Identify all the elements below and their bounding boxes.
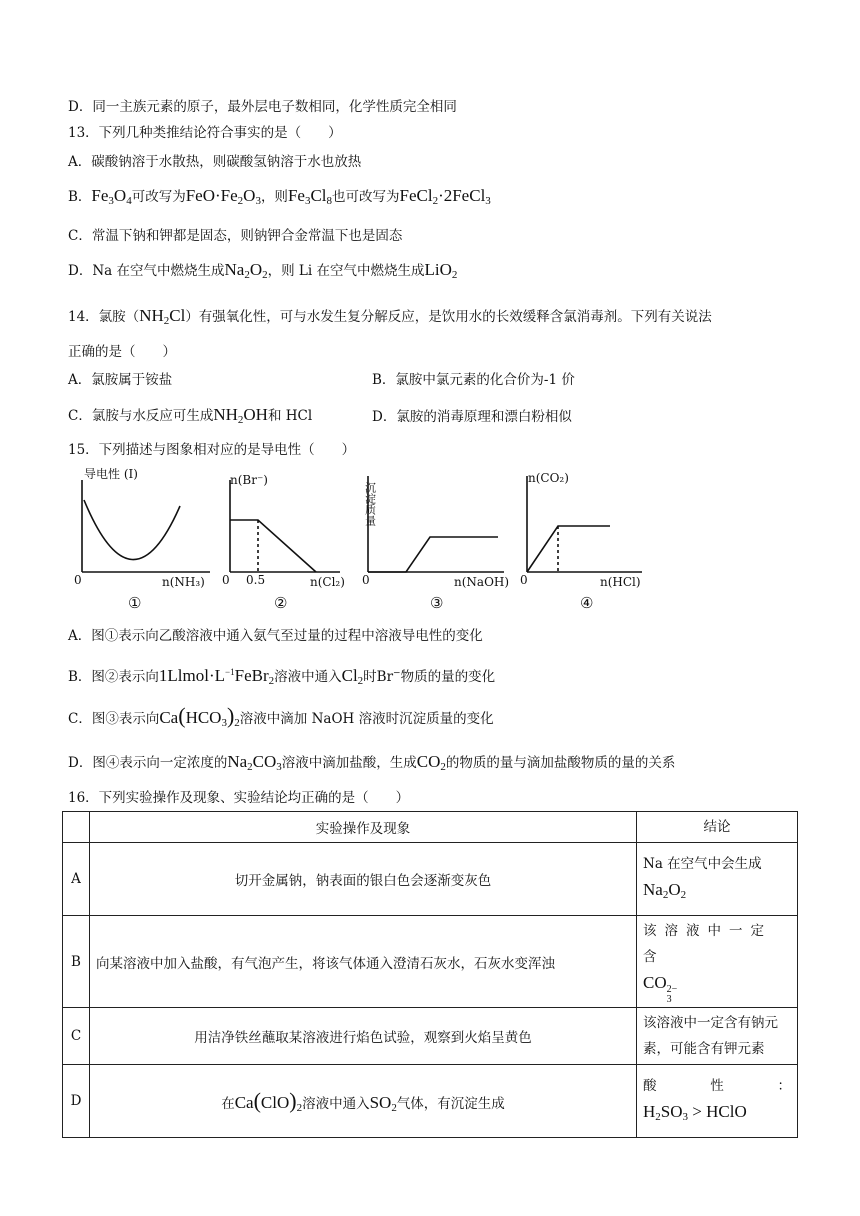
q15-option-a: A．图①表示向乙酸溶液中通入氨气至过量的过程中溶液导电性的变化 (68, 628, 483, 644)
row-b-label: B (63, 916, 90, 1008)
row-d-op-t0: 在 (221, 1096, 235, 1112)
row-d-con-w1: 性 (710, 1077, 724, 1094)
g1-ylabel: 导电性 (I) (84, 467, 138, 481)
g4-num: ④ (580, 594, 594, 612)
formula-lio2: LiO$_2$ (424, 260, 458, 281)
formula-nh2oh: $NH_2OH$ (213, 405, 268, 426)
row-a-con (637, 843, 798, 916)
formula-fecl2-2fecl3: FeCl$_2$·2FeCl$_3$ (399, 186, 491, 207)
row-d-op (90, 1065, 637, 1138)
row-d-con (637, 1065, 798, 1138)
g2-num: ② (274, 594, 288, 612)
row-d-label: D (63, 1065, 90, 1138)
g2-xlabel: n(Cl₂) (310, 575, 345, 589)
q14-option-a: A．氯胺属于铵盐 (68, 372, 173, 388)
q15-graphs (70, 466, 650, 616)
formula-br-ion: Br− (376, 668, 401, 685)
formula-so2: $SO_2$ (369, 1093, 397, 1114)
g3-xlabel: n(NaOH) (454, 575, 510, 589)
header-con: 结论 (637, 812, 798, 843)
formula-na2o2: $Na_2O_2$ (224, 260, 268, 281)
q15c-t1: 溶液中滴加 NaOH 溶液时沉淀质量的变化 (239, 711, 494, 727)
q15-stem: 15．下列描述与图象相对应的是导电性（ ） (68, 442, 356, 458)
q14-ab-row (68, 370, 172, 390)
q14c-t0: C．氯胺与水反应可生成 (68, 408, 214, 424)
table-row (63, 916, 798, 1008)
g3-ylabel: 沉淀质量 (363, 482, 377, 526)
header-op: 实验操作及现象 (90, 812, 637, 843)
q14-stem (68, 306, 712, 331)
table-row (63, 1065, 798, 1138)
row-a-label: A (63, 843, 90, 916)
table-row (63, 1008, 798, 1065)
g4-origin: 0 (520, 573, 528, 587)
q15b-t1: 溶液中通入 (274, 669, 342, 685)
row-a-con-text: Na 在空气中会生成 (643, 855, 762, 872)
row-b-op: 向某溶液中加入盐酸，有气泡产生，将该气体通入澄清石灰水，石灰水变浑浊 (90, 916, 637, 1008)
formula-fe3o4: $Fe_3O_4$ (91, 186, 132, 207)
q14-option-b: B．氯胺中氯元素的化合价为-1 价 (372, 372, 575, 388)
formula-fe3cl8: $Fe_3Cl_8$ (287, 186, 332, 207)
row-b-con-formula: CO 2− 3 (643, 973, 678, 1005)
row-d-con-text (643, 1073, 791, 1099)
row-c-label: C (63, 1008, 90, 1065)
q13-option-b (68, 186, 491, 211)
header-blank (63, 812, 90, 843)
g2-origin: 0 (222, 573, 230, 587)
q13-option-d (68, 260, 457, 285)
row-b-con (637, 916, 798, 1008)
g3-line (368, 537, 498, 572)
q15b-t2: 时 (363, 669, 377, 685)
q14-stem-cont: 正确的是（ ） (68, 344, 176, 360)
row-d-op-t1: 溶液中通入 (302, 1096, 370, 1112)
g3-origin: 0 (362, 573, 370, 587)
q13-stem: 13．下列几种类推结论符合事实的是（ ） (68, 125, 342, 141)
g3-num: ③ (430, 594, 444, 612)
q15d-t2: 的物质的量与滴加盐酸物质的量的关系 (445, 755, 676, 771)
g1-num: ① (128, 594, 142, 612)
row-a-op: 切开金属钠，钠表面的银白色会逐渐变灰色 (90, 843, 637, 916)
q15d-t1: 溶液中滴加盐酸，生成 (281, 755, 417, 771)
row-d-con-w2: ： (777, 1077, 791, 1094)
q15b-t0: B．图②表示向 (68, 669, 159, 685)
g2-ylabel: n(Br⁻) (230, 473, 268, 487)
q13-option-a: A．碳酸钠溶于水散热，则碳酸氢钠溶于水也放热 (68, 154, 362, 170)
g2-line (230, 520, 316, 572)
g1-xlabel: n(NH₃) (162, 575, 205, 589)
table-row (63, 843, 798, 916)
q16-table (62, 811, 798, 1138)
q14-option-c (68, 405, 312, 430)
q13b-t3: 也可改写为 (332, 189, 400, 205)
g2-tick: 0.5 (246, 573, 266, 587)
q13-option-c: C．常温下钠和钾都是固态，则钠钾合金常温下也是固态 (68, 228, 403, 244)
q15c-t0: C．图③表示向 (68, 711, 160, 727)
g1-curve (84, 500, 180, 560)
row-d-op-t2: 气体，有沉淀生成 (396, 1096, 505, 1112)
q13d-t1: ，则 Li 在空气中燃烧生成 (267, 263, 425, 279)
g4-ylabel: n(CO₂) (528, 471, 569, 485)
q15-graphs-svg (70, 466, 650, 616)
formula-feo-fe2o3: $FeO\cdot Fe_2O_3$ (185, 186, 261, 207)
g1-origin: 0 (74, 573, 82, 587)
row-c-op: 用洁净铁丝蘸取某溶液进行焰色试验，观察到火焰呈黄色 (90, 1008, 637, 1065)
formula-co2: $CO_2$ (416, 752, 446, 773)
q13b-t2: ，则 (260, 189, 288, 205)
q13d-t0: D．Na 在空气中燃烧生成 (68, 263, 225, 279)
q15-option-c (68, 703, 494, 733)
q14-option-d: D．氯胺的消毒原理和漂白粉相似 (372, 409, 572, 425)
table-header-row (63, 812, 798, 843)
q14c-t1: 和 HCl (267, 408, 313, 424)
q15b-t3: 物质的量的变化 (400, 669, 496, 685)
q14-t1: ）有强氧化性，可与水发生复分解反应，是饮用水的长效缓释含氯消毒剂。下列有关说法 (185, 309, 712, 325)
formula-ca-clo-2: $Ca(ClO)_2$ (234, 1088, 303, 1114)
formula-febr2-conc: $1Llmol\cdot L^{-1}FeBr_2$ (158, 666, 275, 687)
formula-ca-hco3-2: $Ca(HCO_3)_2$ (159, 703, 240, 729)
row-a-con-formula: $Na_2O_2$ (643, 879, 687, 901)
formula-nh2cl: $NH_2Cl$ (139, 306, 186, 327)
q15d-t0: D．图④表示向一定浓度的 (68, 755, 228, 771)
q13b-t1: 可改写为 (131, 189, 186, 205)
formula-cl2: $Cl_2$ (341, 666, 364, 687)
g4-xlabel: n(HCl) (600, 575, 641, 589)
g4-line (527, 526, 610, 572)
row-d-con-formula: $H_2SO_3$ > HClO (643, 1101, 747, 1123)
q15-option-d (68, 752, 675, 777)
q13b-prefix: B． (68, 189, 92, 205)
q16-stem: 16．下列实验操作及现象、实验结论均正确的是（ ） (68, 790, 410, 806)
q14-t0: 14．氯胺（ (68, 309, 140, 325)
formula-na2co3: $Na_2CO_3$ (227, 752, 282, 773)
row-b-con-text: 该溶液中一定含 (643, 923, 772, 965)
q15-option-b (68, 662, 495, 691)
row-d-con-w0: 酸 (643, 1077, 657, 1094)
row-c-con: 该溶液中一定含有钠元素，可能含有钾元素 (637, 1008, 798, 1065)
q12-option-d: D．同一主族元素的原子，最外层电子数相同，化学性质完全相同 (68, 99, 457, 115)
